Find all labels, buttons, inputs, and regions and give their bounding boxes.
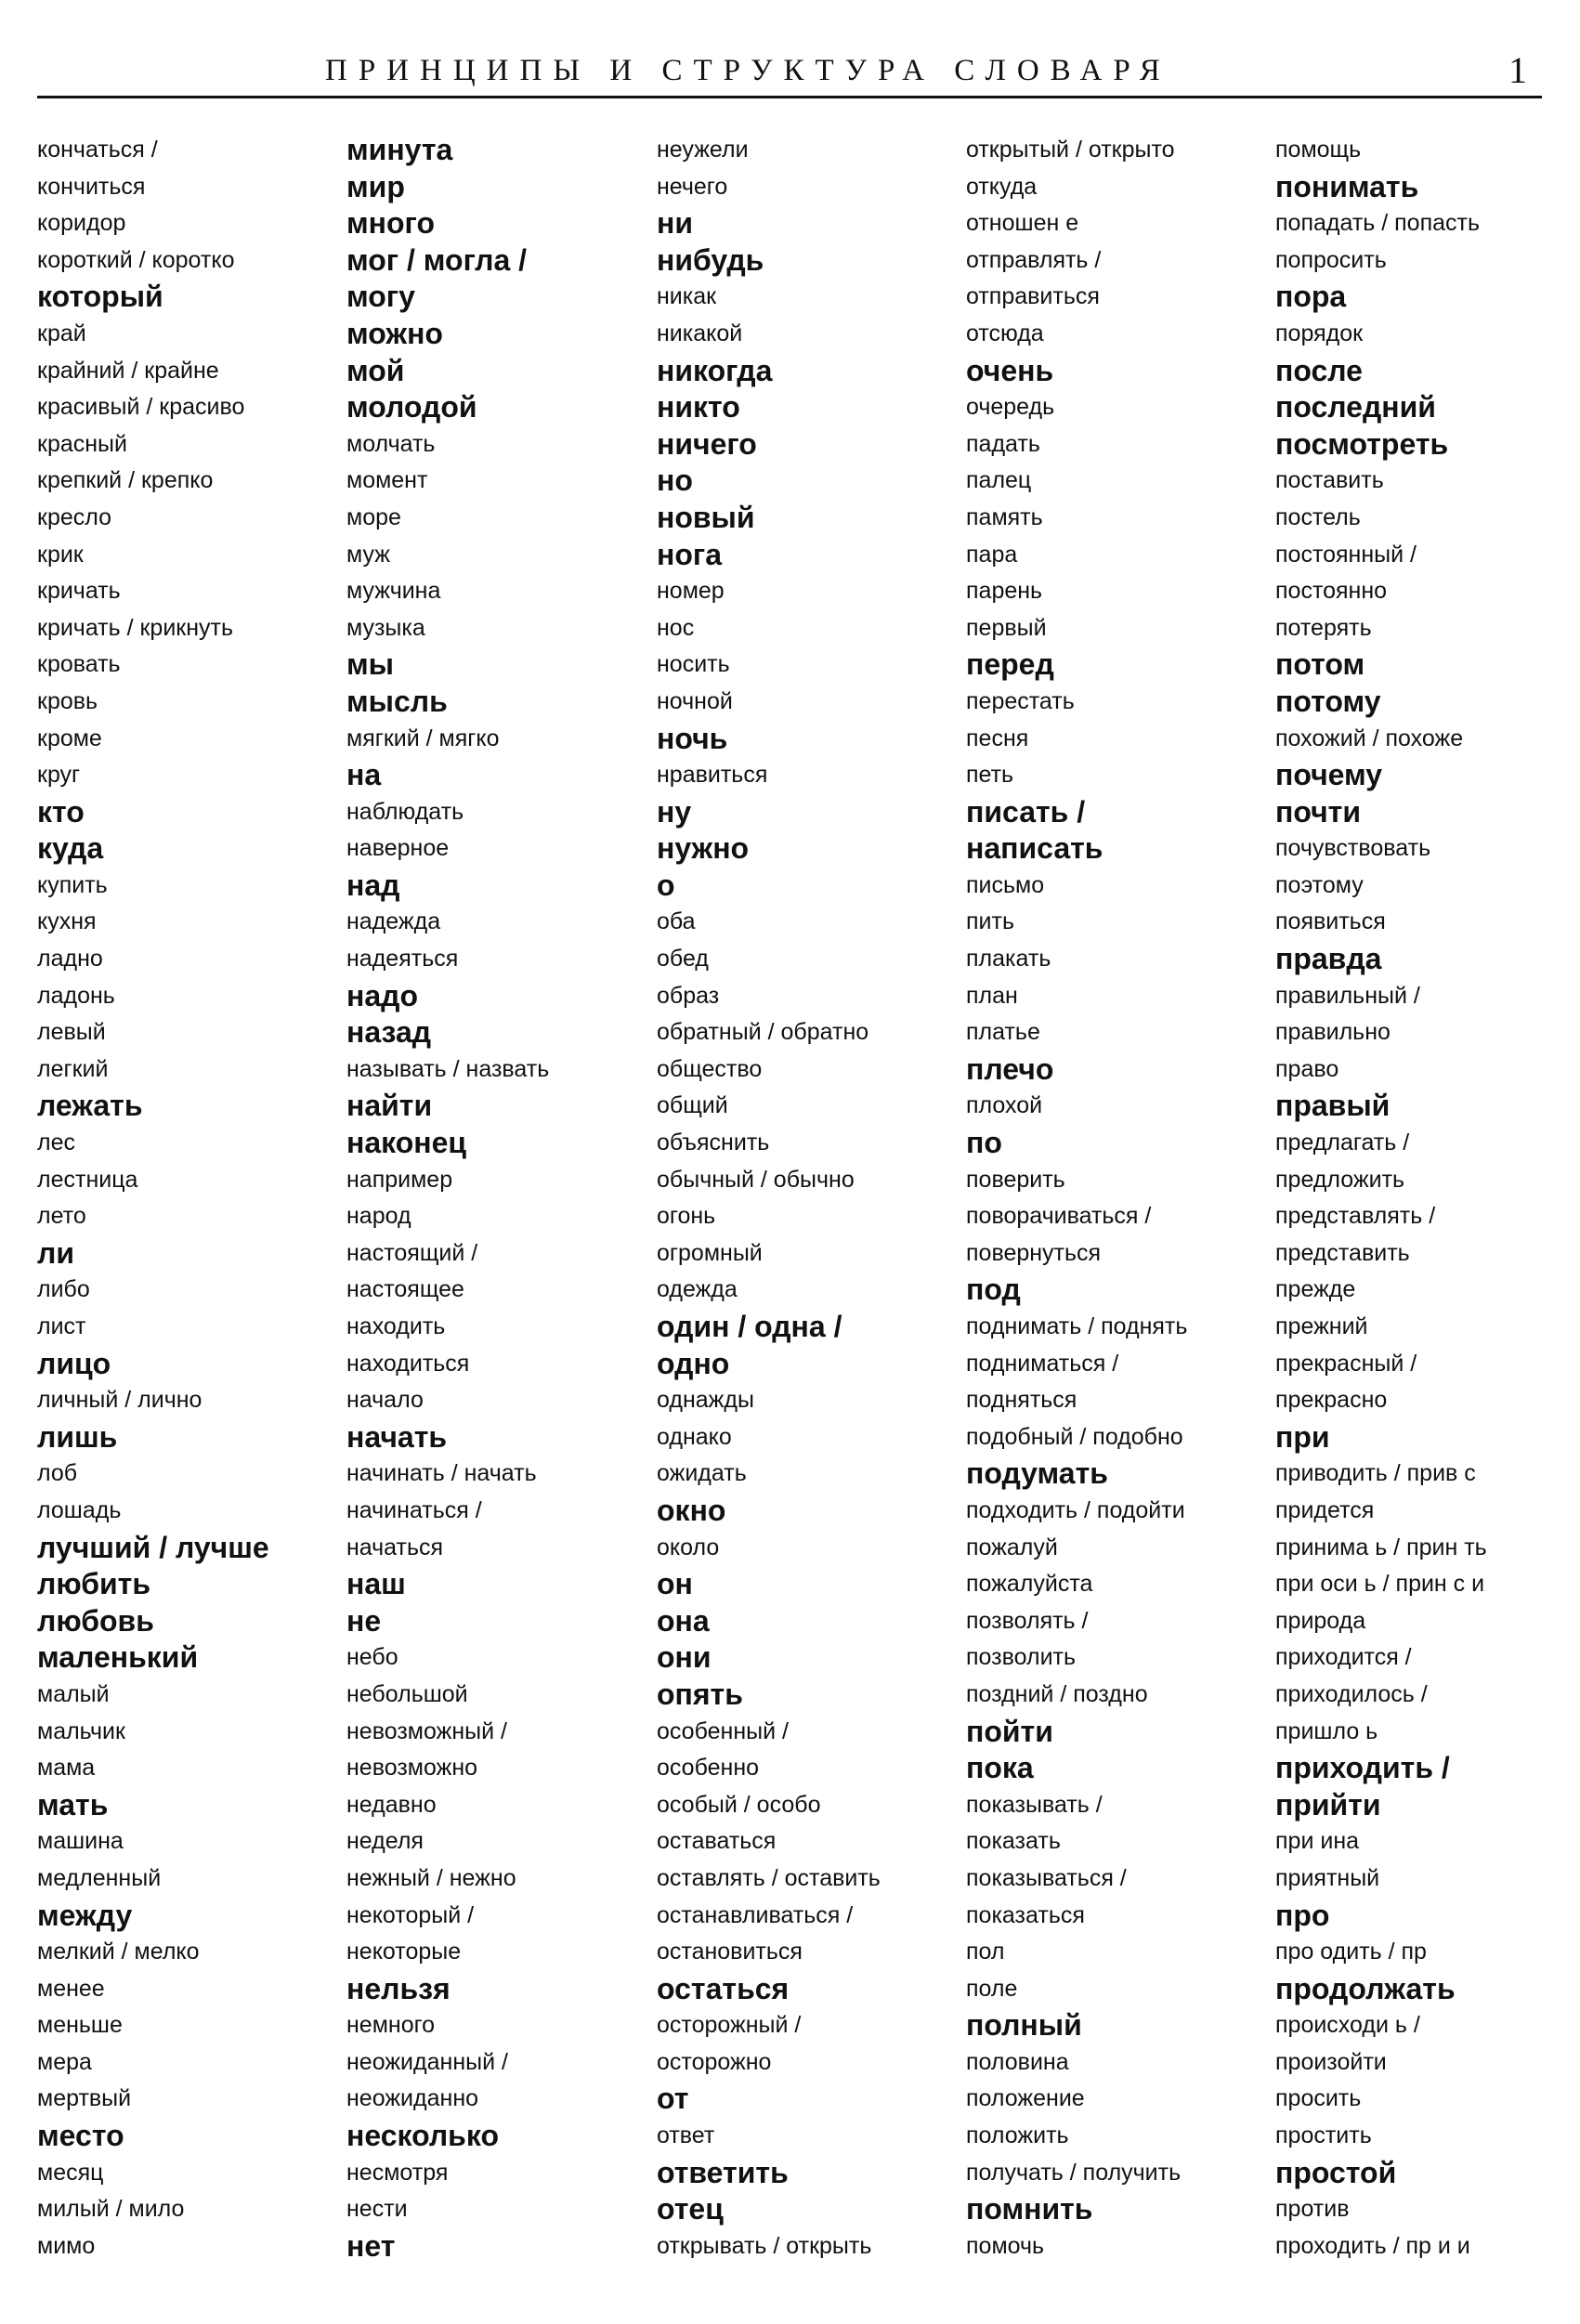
- headword: парень: [966, 578, 1043, 605]
- headword: кровать: [37, 651, 121, 678]
- headword-bold: перед: [966, 647, 1054, 682]
- headword: однажды: [657, 1387, 754, 1414]
- headword-bold: о: [657, 868, 675, 902]
- headword-bold: могу: [346, 280, 415, 314]
- headword-bold: он: [657, 1567, 693, 1601]
- headword-bold: ли: [37, 1235, 74, 1270]
- headword-bold: одно: [657, 1346, 730, 1380]
- headword: медленный: [37, 1864, 162, 1891]
- headword-bold: потому: [1275, 684, 1381, 718]
- headword: поднимать / поднять: [966, 1313, 1188, 1339]
- headword-bold: приходить /: [1275, 1751, 1450, 1785]
- headword: прекрасно: [1275, 1387, 1388, 1414]
- headword: отсюда: [966, 320, 1044, 346]
- headword: мужчина: [346, 578, 441, 605]
- headword: лес: [37, 1129, 75, 1156]
- headword-bold: наш: [346, 1567, 406, 1601]
- headword: поле: [966, 1975, 1018, 2002]
- headword: небо: [346, 1644, 398, 1671]
- headword: появиться: [1275, 908, 1386, 935]
- headword: милый / мило: [37, 2196, 185, 2223]
- headword: мелкий / мелко: [37, 1939, 200, 1965]
- headword-bold: один / одна /: [657, 1310, 842, 1343]
- headword-bold: полный: [966, 2008, 1082, 2043]
- headword-bold: отец: [657, 2192, 724, 2226]
- headword-bold: написать: [966, 831, 1103, 866]
- headword: никакой: [657, 320, 743, 346]
- headword-bold: несколько: [346, 2119, 499, 2153]
- headword: нос: [657, 614, 695, 641]
- headword: правильно: [1275, 1019, 1391, 1046]
- headword-bold: правый: [1275, 1089, 1391, 1123]
- headword: прежде: [1275, 1276, 1356, 1303]
- headword: помощь: [1275, 137, 1362, 163]
- headword: начинать / начать: [346, 1460, 537, 1487]
- word-column-3: [657, 132, 963, 2265]
- headword-bold: начать: [346, 1419, 448, 1454]
- headword-bold: почти: [1275, 794, 1361, 829]
- headword: нежный / нежно: [346, 1864, 516, 1891]
- headword: надежда: [346, 908, 441, 935]
- headword-bold: от: [657, 2082, 689, 2116]
- headword-bold: мог / могла /: [346, 242, 528, 277]
- headword: красивый / красиво: [37, 394, 245, 421]
- word-columns: [37, 132, 1560, 2296]
- headword: кричать / крикнуть: [37, 614, 234, 641]
- headword-bold: правда: [1275, 942, 1382, 976]
- headword: постель: [1275, 503, 1361, 530]
- headword-bold: простой: [1275, 2155, 1397, 2189]
- headword: край: [37, 320, 86, 346]
- headword: порядок: [1275, 320, 1364, 346]
- headword: крепкий / крепко: [37, 467, 214, 494]
- headword: план: [966, 982, 1018, 1009]
- headword-bold: новый: [657, 500, 755, 534]
- headword: письмо: [966, 871, 1045, 898]
- headword: пожалуйста: [966, 1571, 1093, 1598]
- headword-bold: нельзя: [346, 1971, 450, 2005]
- headword-bold: лицо: [37, 1346, 111, 1380]
- headword: настоящее: [346, 1276, 464, 1303]
- headword: перестать: [966, 687, 1075, 714]
- headword: пожалуй: [966, 1534, 1058, 1560]
- headword: потерять: [1275, 614, 1372, 641]
- headword: некоторый /: [346, 1901, 475, 1928]
- headword: огонь: [657, 1203, 716, 1230]
- headword: обратный / обратно: [657, 1019, 869, 1046]
- headword: короткий / коротко: [37, 246, 235, 273]
- headword: купить: [37, 871, 108, 898]
- headword: ответ: [657, 2122, 715, 2149]
- headword: невозможный /: [346, 1717, 507, 1744]
- headword: первый: [966, 614, 1047, 641]
- headword: почувствовать: [1275, 835, 1431, 862]
- headword: мертвый: [37, 2085, 132, 2112]
- headword: лестница: [37, 1166, 138, 1193]
- headword-bold: ночь: [657, 721, 728, 755]
- headword: плакать: [966, 946, 1051, 973]
- headword: при оси ь / прин с и: [1275, 1571, 1485, 1598]
- headword: личный / лично: [37, 1387, 202, 1414]
- headword: нечего: [657, 173, 728, 200]
- headword: похожий / похоже: [1275, 725, 1464, 751]
- headword: объяснить: [657, 1129, 770, 1156]
- headword: палец: [966, 467, 1032, 494]
- headword-bold: пойти: [966, 1714, 1053, 1748]
- headword: кресло: [37, 503, 112, 530]
- headword: поставить: [1275, 467, 1384, 494]
- page-number: 1: [1508, 49, 1527, 91]
- headword: поздний / поздно: [966, 1680, 1148, 1707]
- headword-bold: пора: [1275, 280, 1347, 314]
- headword: позволить: [966, 1644, 1077, 1671]
- headword: муж: [346, 541, 390, 568]
- headword-bold: который: [37, 280, 163, 314]
- headword: одежда: [657, 1276, 738, 1303]
- headword: платье: [966, 1019, 1040, 1046]
- headword: обычный / обычно: [657, 1166, 855, 1193]
- headword: против: [1275, 2196, 1350, 2223]
- word-column-2: [346, 132, 653, 2265]
- headword: несмотря: [346, 2159, 449, 2186]
- headword: поворачиваться /: [966, 1203, 1152, 1230]
- headword: крайний / крайне: [37, 357, 219, 384]
- headword-bold: про: [1275, 1898, 1330, 1932]
- headword: коридор: [37, 210, 126, 237]
- headword-bold: по: [966, 1126, 1002, 1160]
- word-column-5: [1275, 132, 1580, 2265]
- headword: начаться: [346, 1534, 444, 1560]
- headword: лето: [37, 1203, 86, 1230]
- headword: неожиданный /: [346, 2048, 508, 2075]
- headword: особенный /: [657, 1717, 789, 1744]
- headword-bold: между: [37, 1898, 133, 1932]
- headword: лист: [37, 1313, 86, 1339]
- headword-bold: нужно: [657, 831, 750, 866]
- headword: помочь: [966, 2232, 1045, 2259]
- headword-bold: после: [1275, 353, 1363, 387]
- headword: песня: [966, 725, 1029, 751]
- headword-bold: плечо: [966, 1051, 1054, 1086]
- headword: либо: [37, 1276, 90, 1303]
- headword: огромный: [657, 1239, 763, 1266]
- headword: молчать: [346, 430, 436, 457]
- headword-bold: маленький: [37, 1640, 199, 1675]
- headword: музыка: [346, 614, 425, 641]
- headword: находить: [346, 1313, 446, 1339]
- headword: обед: [657, 946, 709, 973]
- headword: начинаться /: [346, 1496, 482, 1523]
- headword: настоящий /: [346, 1239, 478, 1266]
- headword: плохой: [966, 1092, 1043, 1119]
- headword: никак: [657, 283, 717, 310]
- headword-bold: любовь: [37, 1603, 154, 1638]
- headword: останавливаться /: [657, 1901, 854, 1928]
- headword: около: [657, 1534, 720, 1560]
- headword-bold: кто: [37, 794, 85, 829]
- headword: придется: [1275, 1496, 1375, 1523]
- headword: находиться: [346, 1350, 470, 1377]
- headword-bold: последний: [1275, 390, 1436, 424]
- headword: нравиться: [657, 762, 768, 789]
- headword-bold: можно: [346, 316, 443, 350]
- headword-bold: любить: [37, 1567, 151, 1601]
- headword: мама: [37, 1755, 96, 1782]
- headword: подниматься /: [966, 1350, 1119, 1377]
- headword: кончаться /: [37, 137, 158, 163]
- headword: легкий: [37, 1055, 109, 1082]
- headword: крик: [37, 541, 84, 568]
- headword: принима ь / прин ть: [1275, 1534, 1487, 1560]
- headword: наблюдать: [346, 798, 464, 825]
- headword: ожидать: [657, 1460, 747, 1487]
- headword: пить: [966, 908, 1014, 935]
- headword: однако: [657, 1423, 732, 1450]
- headword-bold: минута: [346, 133, 453, 166]
- headword: лоб: [37, 1460, 78, 1487]
- headword-bold: она: [657, 1603, 710, 1638]
- headword: оставаться: [657, 1828, 777, 1855]
- headword-bold: опять: [657, 1677, 743, 1711]
- headword-bold: ну: [657, 794, 692, 829]
- headword-bold: окно: [657, 1493, 726, 1527]
- headword: при ина: [1275, 1828, 1360, 1855]
- headword: откуда: [966, 173, 1038, 200]
- headword: носить: [657, 651, 730, 678]
- headword: наверное: [346, 835, 450, 862]
- headword-bold: прийти: [1275, 1787, 1381, 1821]
- headword-bold: они: [657, 1640, 712, 1675]
- page-title: ПРИНЦИПЫ И СТРУКТУРА СЛОВАРЯ: [325, 54, 1171, 87]
- headword: поверить: [966, 1166, 1065, 1193]
- headword-bold: очень: [966, 353, 1054, 387]
- headword: кончиться: [37, 173, 146, 200]
- headword: малый: [37, 1680, 110, 1707]
- headword: показать: [966, 1828, 1061, 1855]
- headword-bold: но: [657, 463, 693, 498]
- headword-bold: куда: [37, 831, 104, 866]
- headword-bold: мой: [346, 353, 405, 387]
- headword: отправиться: [966, 283, 1100, 310]
- headword: красный: [37, 430, 127, 457]
- headword: приходится /: [1275, 1644, 1412, 1671]
- headword-bold: ни: [657, 206, 693, 241]
- headword-bold: писать /: [966, 794, 1086, 829]
- headword: ночной: [657, 687, 733, 714]
- headword: общество: [657, 1055, 763, 1082]
- headword: положение: [966, 2085, 1085, 2112]
- headword-bold: мысль: [346, 684, 448, 718]
- headword-bold: подумать: [966, 1456, 1108, 1491]
- headword: неожиданно: [346, 2085, 479, 2112]
- headword-bold: не: [346, 1603, 382, 1638]
- headword: приходилось /: [1275, 1680, 1428, 1707]
- headword: момент: [346, 467, 428, 494]
- headword-bold: над: [346, 868, 400, 902]
- headword: море: [346, 503, 401, 530]
- headword-bold: много: [346, 206, 435, 241]
- headword: остановиться: [657, 1939, 803, 1965]
- headword: природа: [1275, 1607, 1366, 1634]
- headword: кровь: [37, 687, 98, 714]
- headword: мягкий / мягко: [346, 725, 500, 751]
- headword: падать: [966, 430, 1040, 457]
- headword-bold: остаться: [657, 1971, 790, 2005]
- headword: начало: [346, 1387, 424, 1414]
- headword: подняться: [966, 1387, 1077, 1414]
- headword: небольшой: [346, 1680, 468, 1707]
- headword: представлять /: [1275, 1203, 1436, 1230]
- headword-bold: место: [37, 2119, 124, 2153]
- headword: показаться: [966, 1901, 1085, 1928]
- headword: номер: [657, 578, 725, 605]
- word-column-4: [966, 132, 1273, 2265]
- headword: невозможно: [346, 1755, 478, 1782]
- headword: половина: [966, 2048, 1069, 2075]
- headword: месяц: [37, 2159, 104, 2186]
- headword: осторожный /: [657, 2012, 802, 2039]
- headword-bold: никогда: [657, 353, 773, 387]
- headword-bold: потом: [1275, 647, 1365, 682]
- headword-bold: никто: [657, 390, 740, 424]
- headword-bold: на: [346, 758, 382, 792]
- headword: кроме: [37, 725, 102, 751]
- headword: менее: [37, 1975, 105, 2002]
- headword: пришло ь: [1275, 1717, 1378, 1744]
- headword-bold: молодой: [346, 390, 477, 424]
- headword: положить: [966, 2122, 1069, 2149]
- headword: оставлять / оставить: [657, 1864, 881, 1891]
- headword-bold: под: [966, 1273, 1021, 1307]
- headword-bold: назад: [346, 1015, 432, 1050]
- headword: особенно: [657, 1755, 760, 1782]
- headword-bold: посмотреть: [1275, 426, 1449, 461]
- headword: машина: [37, 1828, 124, 1855]
- headword: например: [346, 1166, 453, 1193]
- headword: ладонь: [37, 982, 115, 1009]
- headword: открытый / открыто: [966, 137, 1175, 163]
- headword: очередь: [966, 394, 1055, 421]
- headword: показываться /: [966, 1864, 1127, 1891]
- headword-bold: мать: [37, 1787, 109, 1821]
- headword-bold: при: [1275, 1419, 1330, 1454]
- headword: меньше: [37, 2012, 123, 2039]
- word-column-1: [37, 132, 344, 2265]
- headword: попросить: [1275, 246, 1387, 273]
- headword: произойти: [1275, 2048, 1387, 2075]
- headword-bold: пока: [966, 1751, 1034, 1785]
- headword: общий: [657, 1092, 728, 1119]
- headword-bold: лишь: [37, 1419, 118, 1454]
- headword: особый / особо: [657, 1791, 821, 1818]
- headword: мальчик: [37, 1717, 125, 1744]
- headword: неделя: [346, 1828, 424, 1855]
- headword-bold: помнить: [966, 2192, 1093, 2226]
- headword: проходить / пр и и: [1275, 2232, 1470, 2259]
- headword-bold: найти: [346, 1089, 433, 1123]
- headword: ладно: [37, 946, 103, 973]
- headword: открывать / открыть: [657, 2232, 872, 2259]
- headword-bold: мир: [346, 169, 405, 203]
- headword-bold: наконец: [346, 1126, 467, 1160]
- headword: осторожно: [657, 2048, 772, 2075]
- headword: прекрасный /: [1275, 1350, 1417, 1377]
- headword: постоянно: [1275, 578, 1388, 605]
- headword-bold: нет: [346, 2228, 396, 2263]
- headword: приятный: [1275, 1864, 1380, 1891]
- headword: правильный /: [1275, 982, 1420, 1009]
- headword-bold: ничего: [657, 426, 757, 461]
- headword: немного: [346, 2012, 436, 2039]
- headword: повернуться: [966, 1239, 1102, 1266]
- headword: приводить / прив с: [1275, 1460, 1476, 1487]
- headword: мимо: [37, 2232, 96, 2259]
- headword: про одить / пр: [1275, 1939, 1427, 1965]
- headword: попадать / попасть: [1275, 210, 1480, 237]
- headword: некоторые: [346, 1939, 462, 1965]
- headword-bold: лежать: [37, 1089, 143, 1123]
- headword: круг: [37, 762, 81, 789]
- headword: поэтому: [1275, 871, 1364, 898]
- headword: нести: [346, 2196, 408, 2223]
- headword-bold: почему: [1275, 758, 1383, 792]
- headword: отношен е: [966, 210, 1079, 237]
- headword: пара: [966, 541, 1018, 568]
- headword-bold: нибудь: [657, 242, 764, 277]
- headword: получать / получить: [966, 2159, 1182, 2186]
- headword: предложить: [1275, 1166, 1405, 1193]
- headword: кухня: [37, 908, 97, 935]
- headword-bold: лучший / лучше: [37, 1530, 269, 1564]
- header-divider: [37, 96, 1542, 98]
- headword: мера: [37, 2048, 92, 2075]
- headword: просить: [1275, 2085, 1362, 2112]
- headword: происходи ь /: [1275, 2012, 1420, 2039]
- headword: надеяться: [346, 946, 459, 973]
- headword-bold: продолжать: [1275, 1971, 1456, 2005]
- headword-bold: надо: [346, 978, 418, 1012]
- headword: неужели: [657, 137, 749, 163]
- headword: подобный / подобно: [966, 1423, 1183, 1450]
- headword: петь: [966, 762, 1014, 789]
- headword: лошадь: [37, 1496, 122, 1523]
- headword: левый: [37, 1019, 106, 1046]
- headword: недавно: [346, 1791, 437, 1818]
- headword: пол: [966, 1939, 1005, 1965]
- headword-bold: мы: [346, 647, 394, 682]
- headword: оба: [657, 908, 696, 935]
- headword: право: [1275, 1055, 1339, 1082]
- headword: постоянный /: [1275, 541, 1417, 568]
- headword: простить: [1275, 2122, 1372, 2149]
- headword: народ: [346, 1203, 411, 1230]
- headword: называть / назвать: [346, 1055, 550, 1082]
- headword: позволять /: [966, 1607, 1089, 1634]
- headword: предлагать /: [1275, 1129, 1410, 1156]
- headword: показывать /: [966, 1791, 1103, 1818]
- headword-bold: понимать: [1275, 169, 1419, 203]
- headword: память: [966, 503, 1043, 530]
- headword-bold: ответить: [657, 2155, 789, 2189]
- headword-bold: нога: [657, 537, 722, 571]
- headword: отправлять /: [966, 246, 1102, 273]
- headword: подходить / подойти: [966, 1496, 1185, 1523]
- headword: представить: [1275, 1239, 1410, 1266]
- headword: кричать: [37, 578, 121, 605]
- headword: образ: [657, 982, 720, 1009]
- headword: прежний: [1275, 1313, 1368, 1339]
